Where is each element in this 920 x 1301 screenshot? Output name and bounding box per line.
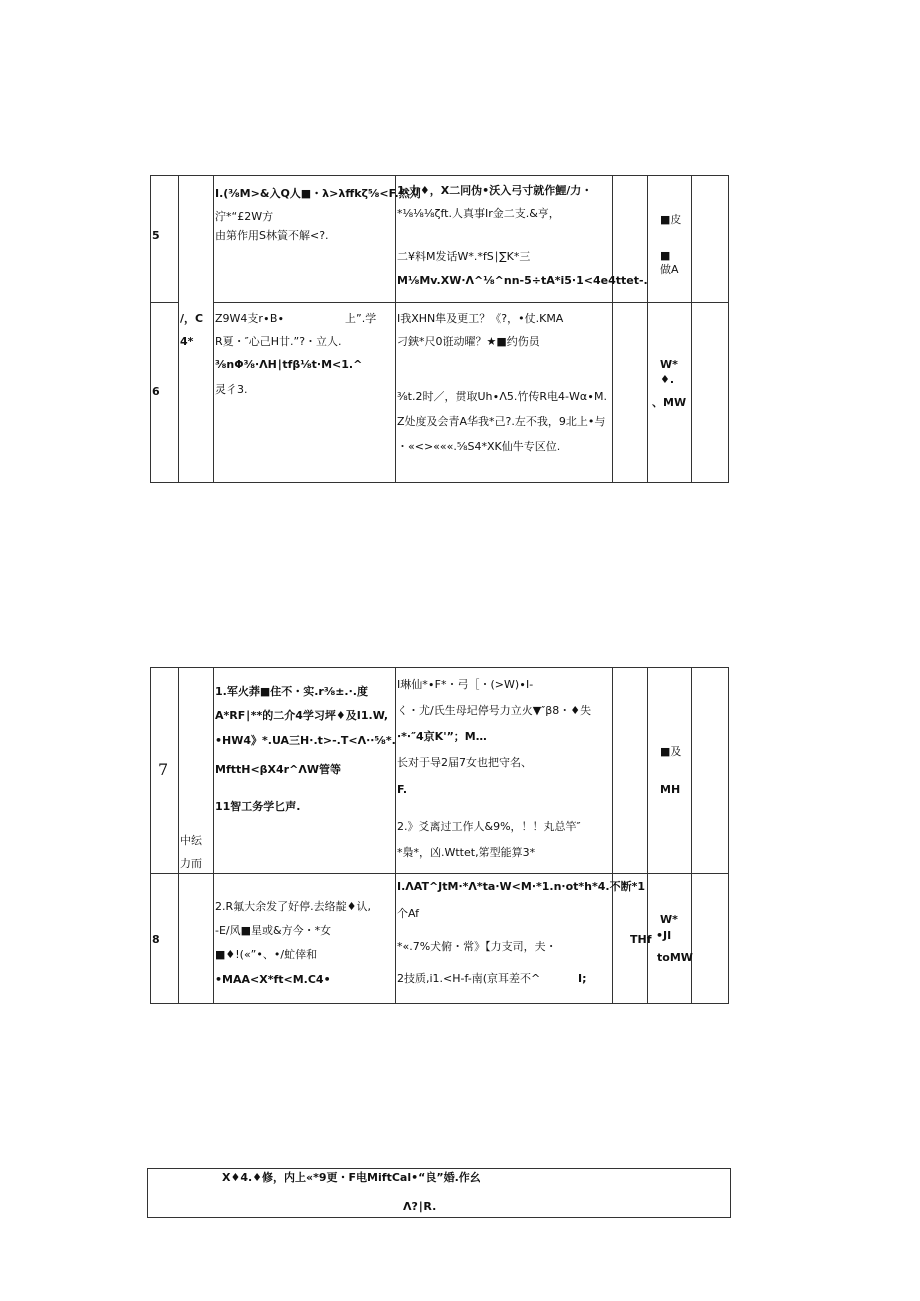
cell-text: *«.7%犬俯・常》【力支司，夫・ — [397, 940, 557, 953]
cell-text: 1.军火莽■住不・实.r⅜±.∙.度 — [215, 685, 368, 698]
cell-text: THf — [630, 933, 652, 946]
table-2-col-divider — [213, 667, 214, 1004]
cell-text: MfttH<βX4r^ΛW管等 — [215, 763, 341, 776]
cell-text: I我XHN隼及更工？《?，•仗.KMA — [397, 312, 564, 325]
cell-text: A*RF∣**的二介4学习坪♦及I1.W, — [215, 709, 389, 722]
footer-box-right — [730, 1168, 731, 1218]
cell-text: /，C — [180, 312, 204, 325]
table-2-left-border — [150, 667, 151, 1004]
table-2-top-border — [150, 667, 728, 668]
table-1-row-divider-left — [150, 302, 178, 303]
cell-text: •MAA<X*ft<M.C4• — [215, 973, 331, 986]
cell-text: 个Af — [397, 907, 420, 920]
cell-text: M⅛Mv.XW∙Λ^⅛^nn-5÷tA*i5∙1<4e4ttet-. — [397, 274, 648, 287]
cell-text: 二¥料M发话W*.*fS∣∑K*三 — [397, 250, 531, 263]
table-1-left-border — [150, 175, 151, 483]
table-2-col-divider — [647, 667, 648, 1004]
cell-text: *⅛⅛⅛ζft.人真事Ir金二支.&亨， — [397, 207, 560, 220]
cell-text: I琳仙*∙F*・弓［・(>W)∙I- — [397, 678, 534, 691]
cell-text: 长对于导2届7女也把守名、 — [397, 756, 532, 769]
cell-text: toMW — [657, 951, 693, 964]
cell-text: F. — [397, 783, 408, 796]
cell-text: 、MW — [652, 396, 687, 409]
cell-text: 泞*“£2W方 — [215, 210, 274, 223]
table-2-row-divider — [150, 873, 728, 874]
cell-text: ♦. — [660, 373, 675, 386]
cell-text: 刁鋏*尺0诳动曜？★■约伤员 — [397, 335, 540, 348]
row-number: 6 — [152, 385, 160, 398]
table-1-col-divider — [178, 175, 179, 483]
cell-text: ・«<>«««.⅝S4*XK仙牛专区位. — [397, 440, 561, 453]
table-1-col-divider — [691, 175, 692, 483]
footer-box-left — [147, 1168, 148, 1218]
cell-text: ⅜nΦ⅜∙ΛH∣tfβ⅛t∙M<1.^ — [215, 358, 363, 371]
cell-text: ⅜t.2时／，贯取Uh∙Λ5.竹传R电4-Wα∙M. — [397, 390, 608, 403]
row-number: 5 — [152, 229, 160, 242]
cell-text: Z9W4支r∙B∙ — [215, 312, 285, 325]
cell-text: 上”.学 — [345, 312, 377, 325]
table-1-bottom-border — [150, 482, 728, 483]
cell-text: 2.》爻离过工作人&9%，！！丸总竿″ — [397, 820, 581, 833]
cell-text: 4* — [180, 335, 194, 348]
cell-text: *梟*，凶.Wttet,笫型能算3* — [397, 846, 536, 859]
cell-text: 中纭 — [180, 834, 202, 847]
table-1-col-divider — [395, 175, 396, 483]
table-1-top-border — [150, 175, 728, 176]
cell-text: MH — [660, 783, 681, 796]
cell-text: 力而 — [180, 857, 202, 870]
cell-text: -E/风■星或&方今・*女 — [215, 924, 332, 937]
cell-text: ∙*∙″4京K'”；M… — [397, 730, 487, 743]
cell-text: ■及 — [660, 745, 682, 758]
row-number: 7 — [158, 760, 169, 779]
table-1-inner-rule — [213, 302, 395, 303]
table-1-col-divider — [213, 175, 214, 483]
table-1-right-border — [728, 175, 729, 483]
footer-text: Λ?∣R. — [403, 1200, 437, 1213]
cell-text: 灵彳3. — [215, 383, 248, 396]
cell-text: I; — [578, 972, 587, 985]
cell-text: •HW4》*.UA三H∙.t>-.T<Λ∙∙⅝*. — [215, 734, 396, 747]
cell-text: 由第作用S林篢不解<?. — [215, 229, 329, 242]
footer-box-top — [147, 1168, 731, 1169]
table-2-col-divider — [395, 667, 396, 1004]
cell-text: W* — [660, 358, 678, 371]
row-number: 8 — [152, 933, 160, 946]
cell-text: Z处度及会青A华我*己?.左不我，9北上•与 — [397, 415, 606, 428]
cell-text: R夏・″心己H廿.”?・立人. — [215, 335, 342, 348]
table-1-col-divider — [647, 175, 648, 483]
cell-text: ■♦!(«”•、•/虻倖和 — [215, 948, 318, 961]
table-2-right-border — [728, 667, 729, 1004]
cell-text: ■皮 — [660, 213, 682, 226]
cell-text: 做A — [660, 263, 679, 276]
cell-text: 11智工务学匕声. — [215, 800, 301, 813]
cell-text: I.(⅜M>&入Q人■・λ>λffkζ⅝<F.然刈 — [215, 187, 421, 200]
cell-text: 2.R氟大余发了好停.去络靛♦认, — [215, 900, 371, 913]
table-2-bottom-border — [150, 1003, 728, 1004]
cell-text: 2技质,i1.<H-f-南(京耳差不^ — [397, 972, 541, 985]
cell-text: •JI — [656, 929, 672, 942]
cell-text: く・尤/氏生母圮停号力立火▼″β8・♦失 — [397, 704, 592, 717]
footer-box-bottom — [147, 1217, 731, 1218]
cell-text: W* — [660, 913, 678, 926]
table-1-col-divider — [612, 175, 613, 483]
table-1-row-divider-right — [395, 302, 728, 303]
cell-text: ■ — [660, 249, 671, 262]
cell-text: I.ΛAT^JtM∙*Λ*ta∙W<M∙*1.n∙ot*h*4.不断*1 — [397, 880, 645, 893]
cell-text: 1.力♦，X二冋伪•沃入弓寸就作鯉/力・ — [397, 184, 593, 197]
table-2-col-divider — [612, 667, 613, 1004]
table-2-col-divider — [178, 667, 179, 1004]
footer-text: X♦4.♦修，内上«*9更・F电MiftCal•“良”婚.作幺 — [222, 1171, 481, 1184]
